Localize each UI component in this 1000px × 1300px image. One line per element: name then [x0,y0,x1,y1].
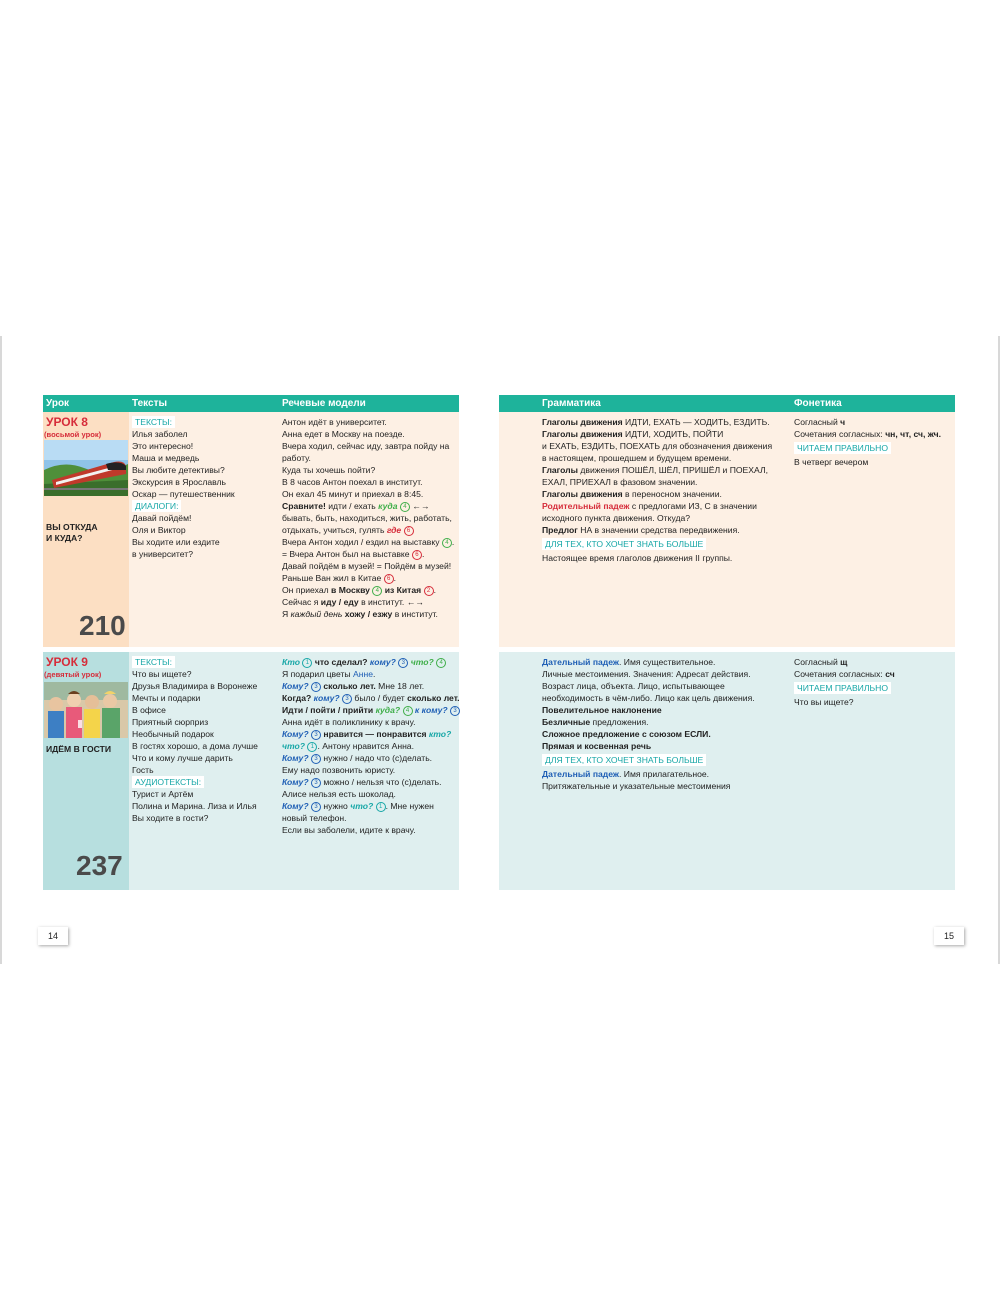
grammar-line [542,464,792,476]
phonetics-line: Что вы ищете? [794,697,854,707]
model-text: иду / еду [320,597,359,607]
model-line [282,536,458,548]
lesson9-row [43,652,459,890]
case-number: 4 [442,538,452,548]
grammar-term: Безличные [542,717,591,727]
model-line [282,800,458,812]
right-page-number: 15 [934,927,964,945]
list-item: Турист и Артём [132,789,194,799]
phonetics-sound: ч [840,417,846,427]
case-number: 6 [404,526,414,536]
model-text: . [433,585,436,595]
header-texts: Тексты [132,398,168,409]
model-line [282,500,458,512]
grammar-line [542,416,792,428]
question-word: Кому? [282,681,309,691]
list-item: Илья заболел [132,429,188,439]
lesson8-grammar [542,416,792,564]
model-text: каждый день [290,609,343,619]
phonetics-text: Сочетания согласных: [794,429,886,439]
model-text: нужно / надо что (с)делать. [320,753,433,763]
lesson8-page-number: 210 [79,610,126,641]
grammar-text: ИДТИ, ЕХАТЬ — ХОДИТЬ, ЕЗДИТЬ. [622,417,770,427]
grammar-term: Глаголы движения [542,489,623,499]
lesson9-right-row [499,652,955,890]
grammar-line: в настоящем, прошедшем и будущем времени. [542,453,732,463]
model-line: бывать, быть, находиться, жить, работать, [282,513,452,523]
lesson9-cell [43,652,129,890]
model-text: можно / нельзя что (с)делать. [320,777,442,787]
lesson9-page-number: 237 [76,850,123,881]
list-item: Вы ходите или ездите [132,537,220,547]
grammar-line [542,768,792,780]
model-line: Ему надо позвонить юристу. [282,765,396,775]
grammar-line: Повелительное наклонение [542,705,662,715]
case-number: 3 [311,730,321,740]
model-line [282,776,458,788]
grammar-term: Родительный падеж [542,501,630,511]
grammar-line: Настоящее время глаголов движения II группы. [542,553,733,563]
left-table-header [43,395,459,412]
grammar-line [542,656,792,668]
question-word: что? [408,657,434,667]
grammar-term: Глаголы движения [542,429,623,439]
list-item: Гость [132,765,154,775]
model-text: Он приехал [282,585,332,595]
grammar-term: Предлог [542,525,578,535]
grammar-term: Дательный падеж [542,769,620,779]
model-line: Антон идёт в университет. [282,417,387,427]
case-number: 6 [384,574,394,584]
lesson8-title: УРОК 8 [46,415,88,429]
case-number: 4 [372,586,382,596]
model-line: Алисе нельзя есть шоколад. [282,789,396,799]
lesson8-subtitle: (восьмой урок) [44,430,102,439]
model-line [282,656,458,668]
question-word: где [386,525,402,535]
model-text: Анне [353,669,374,679]
phonetics-sound: щ [840,657,848,667]
case-number: 1 [302,658,312,668]
grammar-line: ЕХАЛ, ПРИЕХАЛ в фазовом значении. [542,477,698,487]
case-number: 3 [342,694,352,704]
grammar-text: предложения. [590,717,649,727]
phonetics-sound: чн, чт, сч, жч. [885,429,942,439]
phonetics-line [794,668,954,680]
audio-tag: АУДИОТЕКСТЫ: [132,776,204,788]
model-line: Давай пойдём в музей! = Пойдём в музей! [282,561,452,571]
model-line [282,584,458,596]
model-line: Вчера ходил, сейчас иду, завтра пойду на [282,441,450,451]
header-grammar: Грамматика [542,398,601,409]
lesson8-cell [43,412,129,647]
lesson8-phonetics [794,416,954,468]
grammar-line: исходного пункта движения. Откуда? [542,513,691,523]
case-number: 3 [311,778,321,788]
grammar-line [542,716,792,728]
compare-label: Сравните! [282,501,326,511]
grammar-line: и ЕХАТЬ, ЕЗДИТЬ, ПОЕХАТЬ для обозначения движения [542,441,773,451]
grammar-text: . Имя существительное. [619,657,716,667]
model-text: . Мне нужен [385,801,434,811]
phonetics-line [794,428,954,440]
header-phonetics: Фонетика [794,398,842,409]
grammar-line: Прямая и косвенная речь [542,741,652,751]
model-text: отдыхать, учиться, гулять [282,525,387,535]
header-lesson: Урок [46,398,70,409]
lesson8-models [282,416,458,620]
model-text: Когда? [282,693,312,703]
list-item: Экскурсия в Ярославль [132,477,226,487]
list-item: В офисе [132,705,166,715]
lesson9-models [282,656,458,836]
grammar-line: Личные местоимения. Значения: Адресат действия. [542,669,751,679]
grammar-line [542,500,792,512]
list-item: Что вы ищете? [132,669,192,679]
model-text: в институт. [392,609,438,619]
model-text: Я [282,609,291,619]
list-item: Полина и Марина. Лиза и Илья [132,801,257,811]
question-word: Кому? [282,801,309,811]
party-photo [44,682,128,738]
model-line: новый телефон. [282,813,347,823]
model-text: Раньше Ван жил в Китае [282,573,384,583]
grammar-text: в переносном значении. [622,489,722,499]
grammar-text: с предлогами ИЗ, С в значении [629,501,757,511]
lesson9-texts [132,656,282,824]
model-line [282,596,458,608]
grammar-line [542,488,792,500]
case-number: 3 [450,706,460,716]
phonetics-text: Сочетания согласных: [794,669,886,679]
model-line [282,692,458,704]
question-word: Кому? [282,777,309,787]
grammar-text: ИДТИ, ХОДИТЬ, ПОЙТИ [622,429,724,439]
lesson9-theme: ИДЁМ В ГОСТИ [46,744,112,754]
case-number: 3 [311,754,321,764]
list-item: Вы любите детективы? [132,465,225,475]
model-text: из Китая [382,585,422,595]
question-word: Кому? [282,753,309,763]
model-line [282,704,458,716]
model-text: = Вчера Антон был на выставке [282,549,412,559]
grammar-line: Возраст лица, объекта. Лицо, испытывающее [542,681,725,691]
list-item: Вы ходите в гости? [132,813,209,823]
model-text: сколько лет. [320,681,376,691]
phonetics-line [794,416,954,428]
model-line [282,608,458,620]
question-word: куда? [375,705,401,715]
grammar-line: Притяжательные и указательные местоимения [542,781,731,791]
model-line: Я подарил цветы Анне. [282,669,376,679]
texts-tag: ТЕКСТЫ: [132,656,175,668]
grammar-text: движения ПОШЁЛ, ШЁЛ, ПРИШЁЛ и ПОЕХАЛ, [577,465,768,475]
list-item: Приятный сюрприз [132,717,209,727]
question-word: Кто [282,657,301,667]
list-item: Оля и Виктор [132,525,186,535]
list-item: Маша и медведь [132,453,200,463]
model-line: Куда ты хочешь пойти? [282,465,376,475]
lesson8-row [43,412,459,647]
arrow-icon: ←→ [409,501,430,511]
model-text: Идти / пойти / прийти [282,705,376,715]
grammar-line: Сложное предложение с союзом ЕСЛИ. [542,729,711,739]
list-item: Необычный подарок [132,729,214,739]
left-page [43,395,460,881]
model-line [282,728,458,740]
model-line: Анна идёт в поликлинику к врачу. [282,717,416,727]
model-line [282,572,458,584]
model-text: Мне 18 лет. [375,681,425,691]
model-text: идти / ехать [325,501,379,511]
case-number: 2 [424,586,434,596]
header-models: Речевые модели [282,398,366,409]
case-number: 3 [398,658,408,668]
case-number: 4 [400,502,410,512]
left-page-number: 14 [38,927,68,945]
model-line [282,752,458,764]
model-text: в Москву [331,585,370,595]
model-text: нравится — понравится [320,729,429,739]
list-item: Это интересно! [132,441,194,451]
model-text: нужно [320,801,351,811]
model-text: что сделал? [312,657,370,667]
phonetics-text: Согласный [794,657,841,667]
model-text: . Антону нравится Анна. [317,741,414,751]
list-item: Что и кому лучше дарить [132,753,233,763]
model-text: Я подарил цветы [282,669,353,679]
model-text: было / будет [352,693,408,703]
question-word: кто? [428,729,452,739]
read-tag: ЧИТАЕМ ПРАВИЛЬНО [794,442,891,454]
model-text: Вчера Антон ходил / ездил на выставку [282,537,442,547]
page-edge-left [0,336,2,964]
list-item: Мечты и подарки [132,693,201,703]
list-item: Давай пойдём! [132,513,192,523]
question-word: Кому? [282,729,309,739]
question-word: что? [282,741,306,751]
phonetics-text: Согласный [794,417,841,427]
case-number: 3 [311,682,321,692]
texts-tag: ТЕКСТЫ: [132,416,175,428]
phonetics-line: В четверг вечером [794,457,869,467]
case-number: 1 [307,742,317,752]
grammar-term: Глаголы [542,465,578,475]
grammar-line [542,524,792,536]
list-item: В гостях хорошо, а дома лучше [132,741,258,751]
list-item: в университет? [132,549,193,559]
grammar-term: Дательный падеж [542,657,620,667]
lesson9-title: УРОК 9 [46,655,88,669]
model-text: хожу / езжу [342,609,393,619]
grammar-text: . Имя прилагательное. [619,769,710,779]
model-line [282,680,458,692]
case-number: 6 [412,550,422,560]
lesson9-phonetics [794,656,954,708]
model-line: Анна едет в Москву на поезде. [282,429,405,439]
model-text: сколько лет. [407,693,460,703]
case-number: 1 [376,802,386,812]
more-tag: ДЛЯ ТЕХ, КТО ХОЧЕТ ЗНАТЬ БОЛЬШЕ [542,754,706,766]
lesson9-grammar [542,656,792,792]
more-tag: ДЛЯ ТЕХ, КТО ХОЧЕТ ЗНАТЬ БОЛЬШЕ [542,538,706,550]
read-tag: ЧИТАЕМ ПРАВИЛЬНО [794,682,891,694]
question-word: куда [378,501,398,511]
right-table-header [499,395,955,412]
model-line [282,524,458,536]
train-photo [44,440,128,496]
grammar-line: необходимость в чём-либо. Лицо как цель движения. [542,693,755,703]
model-text: . [421,549,425,559]
case-number: 3 [311,802,321,812]
model-text: . [393,573,397,583]
model-text: . [451,537,455,547]
dialogs-tag: ДИАЛОГИ: [132,500,181,512]
list-item: Оскар — путешественник [132,489,235,499]
question-word: кому? [369,657,396,667]
phonetics-line [794,656,954,668]
right-page [499,395,955,791]
model-text: Сейчас я [282,597,321,607]
model-text: в институт. ←→ [358,597,424,607]
question-word: что? [350,801,374,811]
lesson9-subtitle: (девятый урок) [44,670,102,679]
model-line: Если вы заболели, идите к врачу. [282,825,416,835]
lesson8-theme-line2: И КУДА? [46,533,83,543]
list-item: Друзья Владимира в Воронеже [132,681,258,691]
lesson8-right-row [499,412,955,647]
question-word: кому? [311,693,340,703]
grammar-term: Глаголы движения [542,417,623,427]
model-line: В 8 часов Антон поехал в институт. [282,477,423,487]
question-word: к кому? [412,705,448,715]
lesson8-theme-line1: ВЫ ОТКУДА [46,522,98,532]
grammar-text: НА в значении средства передвижения. [577,525,740,535]
phonetics-sound: сч [885,669,895,679]
model-line: работу. [282,453,311,463]
model-line [282,548,458,560]
lesson8-texts [132,416,282,560]
model-line [282,740,458,752]
model-line: Он ехал 45 минут и приехал в 8:45. [282,489,424,499]
case-number: 4 [403,706,413,716]
grammar-line [542,428,792,440]
case-number: 4 [436,658,446,668]
